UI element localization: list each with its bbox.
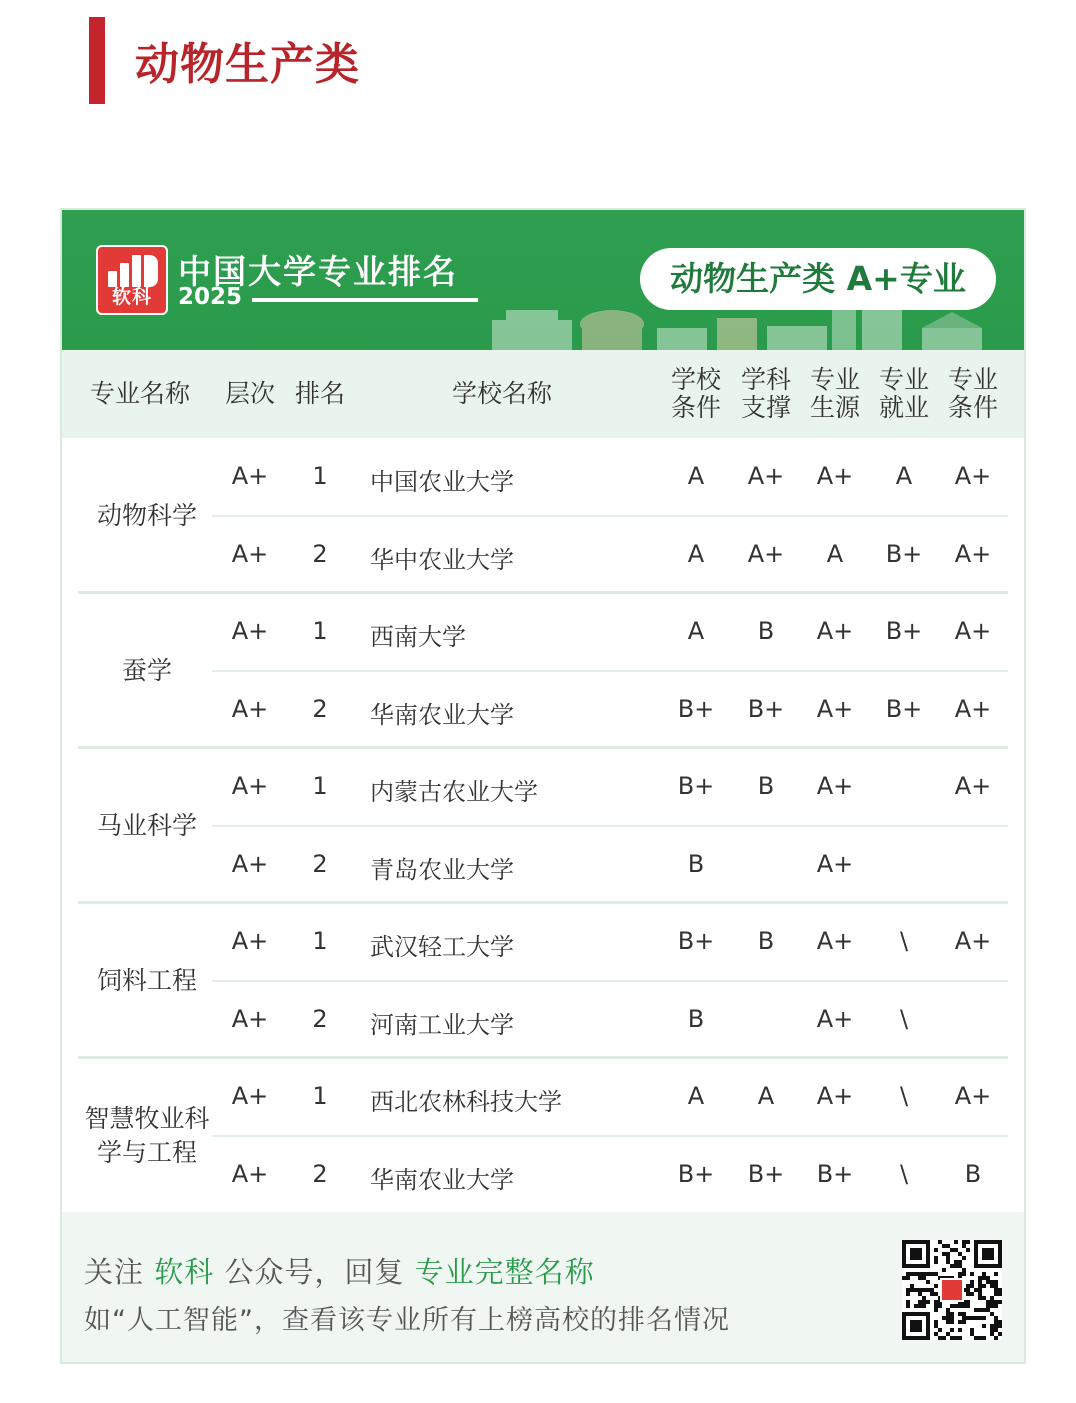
discipline-support-cell: B+ (747, 1159, 785, 1188)
table-row (62, 1136, 1024, 1214)
level-cell: A+ (231, 927, 269, 955)
header-school: 学校名称 (451, 379, 552, 408)
school-condition-cell: B+ (677, 772, 715, 800)
discipline-support-cell: A (757, 1082, 775, 1110)
school-condition-cell: B+ (677, 927, 715, 955)
header-major: 专业名称 (89, 379, 190, 408)
rank-cell: 1 (312, 927, 328, 955)
school-name-cell: 内蒙古农业大学 (370, 778, 538, 806)
ranking-card (60, 208, 1026, 1364)
major-name-cell: 智慧牧业科 学与工程 (84, 1103, 210, 1167)
level-cell: A+ (231, 539, 269, 568)
level-cell: A+ (231, 1159, 269, 1188)
section-title: 动物生产类 (135, 39, 360, 90)
ranking-banner (62, 210, 1024, 350)
school-name-cell: 武汉轻工大学 (370, 933, 514, 961)
footer-instruction: 关注 软科 公众号，回复 专业完整名称 (84, 1255, 595, 1289)
school-condition-cell: A (687, 539, 705, 568)
major-condition-cell: A+ (954, 539, 992, 568)
brand-year: 2025 (178, 284, 243, 310)
footer-keyword: 专业完整名称 (414, 1255, 595, 1289)
student-source-cell: A+ (816, 694, 854, 723)
major-condition-cell: A+ (954, 927, 992, 955)
school-name-cell: 中国农业大学 (370, 468, 514, 496)
major-name-cell: 马业科学 (96, 810, 197, 840)
employment-cell: \ (899, 1082, 909, 1110)
school-condition-cell: B (687, 849, 705, 878)
student-source-cell: A+ (816, 617, 854, 645)
header-major-condition: 专业 条件 (947, 365, 998, 422)
logo-text: 软科 (111, 286, 152, 308)
school-condition-cell: B+ (677, 694, 715, 723)
school-condition-cell: B (687, 1004, 705, 1033)
level-cell: A+ (231, 617, 269, 645)
major-condition-cell: A+ (954, 1082, 992, 1110)
discipline-support-cell: B (757, 927, 775, 955)
employment-cell: \ (899, 1004, 909, 1033)
discipline-support-cell: B (757, 772, 775, 800)
employment-cell: \ (899, 927, 909, 955)
brand-divider (252, 298, 478, 302)
table-row (62, 981, 1024, 1059)
student-source-cell: A+ (816, 1082, 854, 1110)
discipline-support-cell: B (757, 617, 775, 645)
rank-cell: 1 (312, 1082, 328, 1110)
major-name-cell: 动物科学 (96, 500, 197, 530)
table-header (62, 350, 1024, 438)
footer (62, 1212, 1024, 1364)
employment-cell: B+ (885, 539, 923, 568)
level-cell: A+ (231, 1082, 269, 1110)
table-row (62, 1058, 1024, 1136)
school-name-cell: 西南大学 (370, 623, 466, 651)
school-name-cell: 华南农业大学 (370, 700, 514, 729)
header-employment: 专业 就业 (878, 365, 929, 422)
brand-title: 中国大学专业排名 (178, 252, 458, 291)
table-row (62, 826, 1024, 904)
category-badge: 动物生产类 A+专业 (640, 248, 996, 310)
school-name-cell: 华中农业大学 (370, 545, 514, 574)
employment-cell: \ (899, 1159, 909, 1188)
rank-cell: 2 (312, 694, 328, 723)
rank-cell: 1 (312, 617, 328, 645)
rank-cell: 2 (312, 1159, 328, 1188)
level-cell: A+ (231, 462, 269, 490)
footer-account-name: 软科 (154, 1255, 215, 1289)
student-source-cell: A+ (816, 849, 854, 878)
table-body (62, 438, 1024, 1212)
rank-cell: 1 (312, 462, 328, 490)
level-cell: A+ (231, 694, 269, 723)
header-rank: 排名 (294, 379, 345, 408)
footer-hint: 如“人工智能”，查看该专业所有上榜高校的排名情况 (84, 1305, 730, 1336)
student-source-cell: A+ (816, 927, 854, 955)
school-condition-cell: A (687, 617, 705, 645)
discipline-support-cell: A+ (747, 539, 785, 568)
major-condition-cell: A+ (954, 694, 992, 723)
school-name-cell: 华南农业大学 (370, 1165, 514, 1194)
table-row (62, 903, 1024, 981)
school-condition-cell: A (687, 462, 705, 490)
discipline-support-cell: B+ (747, 694, 785, 723)
student-source-cell: B+ (816, 1159, 854, 1188)
rank-cell: 1 (312, 772, 328, 800)
school-name-cell: 西北农林科技大学 (370, 1088, 562, 1116)
level-cell: A+ (231, 849, 269, 878)
student-source-cell: A+ (816, 1004, 854, 1033)
school-condition-cell: B+ (677, 1159, 715, 1188)
header-level: 层次 (224, 379, 275, 408)
rank-cell: 2 (312, 1004, 328, 1033)
employment-cell: B+ (885, 694, 923, 723)
ruanke-logo (96, 245, 168, 315)
level-cell: A+ (231, 1004, 269, 1033)
major-condition-cell: A+ (954, 462, 992, 490)
table-row (62, 748, 1024, 826)
qr-code-icon[interactable] (902, 1240, 1002, 1340)
major-name-cell: 饲料工程 (96, 965, 197, 995)
header-student-source: 专业 生源 (809, 365, 860, 422)
major-condition-cell: A+ (954, 617, 992, 645)
header-discipline-support: 学科 支撑 (740, 365, 791, 422)
discipline-support-cell: A+ (747, 462, 785, 490)
school-condition-cell: A (687, 1082, 705, 1110)
student-source-cell: A+ (816, 462, 854, 490)
student-source-cell: A (826, 539, 844, 568)
student-source-cell: A+ (816, 772, 854, 800)
major-condition-cell: A+ (954, 772, 992, 800)
school-name-cell: 河南工业大学 (370, 1010, 514, 1039)
table-row (62, 516, 1024, 594)
employment-cell: B+ (885, 617, 923, 645)
table-row (62, 593, 1024, 671)
employment-cell: A (895, 462, 913, 490)
school-name-cell: 青岛农业大学 (370, 855, 514, 884)
rank-cell: 2 (312, 849, 328, 878)
section-accent-bar (89, 17, 105, 104)
table-row (62, 438, 1024, 516)
table-row (62, 671, 1024, 749)
header-school-condition: 学校 条件 (670, 365, 721, 422)
rank-cell: 2 (312, 539, 328, 568)
level-cell: A+ (231, 772, 269, 800)
major-name-cell: 蚕学 (121, 655, 172, 685)
major-condition-cell: B (964, 1159, 982, 1188)
